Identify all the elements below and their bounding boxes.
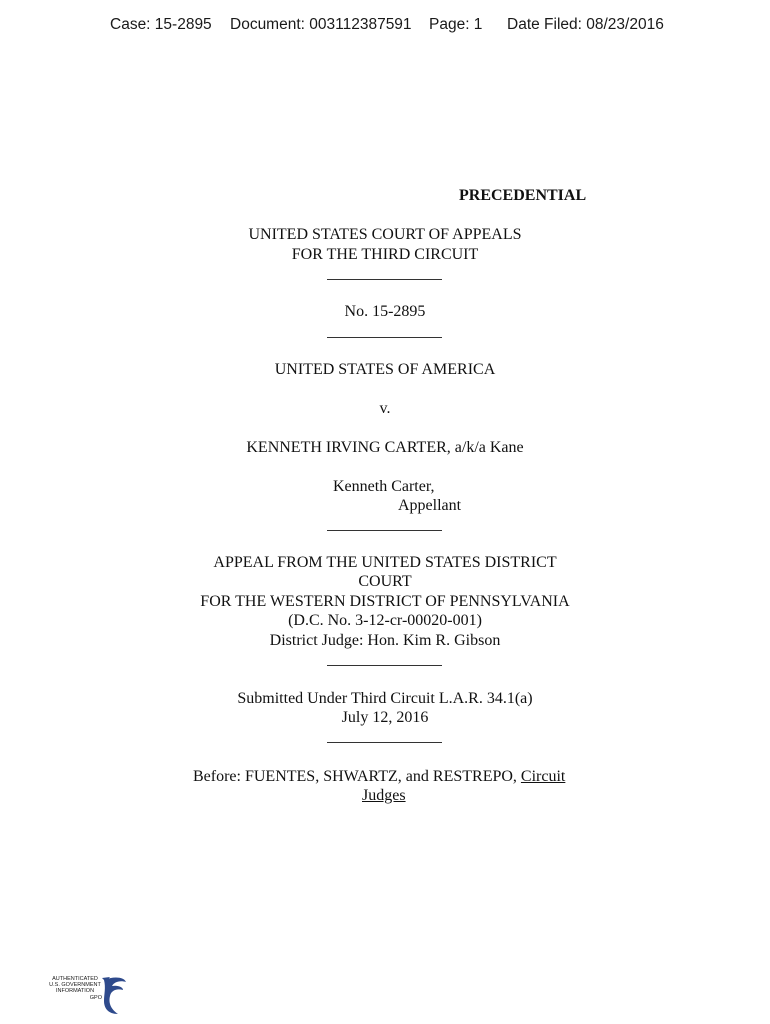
- divider-rule: [327, 665, 442, 666]
- appellant-role: Appellant: [398, 497, 462, 514]
- divider-rule: [327, 279, 442, 280]
- submission-date: July 12, 2016: [341, 709, 429, 726]
- panel-judges: [193, 767, 565, 787]
- divider-rule: [327, 530, 442, 531]
- appeal-origin-line2: COURT: [358, 573, 412, 590]
- header-date-filed: Date Filed: 08/23/2016: [507, 16, 664, 33]
- header-case-number: Case: 15-2895: [110, 16, 212, 33]
- panel-judges-names: Before: FUENTES, SHWARTZ, and RESTREPO,: [193, 768, 517, 785]
- logo-text-line4: GPO: [89, 994, 102, 1001]
- district-judge: District Judge: Hon. Kim R. Gibson: [269, 632, 501, 649]
- court-name-line2: FOR THE THIRD CIRCUIT: [291, 246, 479, 263]
- panel-judges-title-part2: Judges: [362, 787, 406, 804]
- gpo-authentication-logo: [44, 974, 130, 1016]
- precedential-label: PRECEDENTIAL: [459, 187, 587, 204]
- versus-label: v.: [379, 400, 391, 417]
- logo-text-line1: AUTHENTICATED: [52, 976, 98, 982]
- panel-judges-title-part1: Circuit: [520, 768, 566, 785]
- filing-header: [0, 16, 770, 38]
- appeal-origin-line3: FOR THE WESTERN DISTRICT OF PENNSYLVANIA: [200, 593, 570, 610]
- case-number: No. 15-2895: [344, 303, 426, 320]
- plaintiff-name: UNITED STATES OF AMERICA: [274, 361, 496, 378]
- header-document-number: Document: 003112387591: [230, 16, 412, 33]
- logo-text-line2: U.S. GOVERNMENT: [49, 982, 101, 989]
- appeal-origin-line1: APPEAL FROM THE UNITED STATES DISTRICT: [213, 554, 557, 571]
- divider-rule: [327, 742, 442, 743]
- submission-note: Submitted Under Third Circuit L.A.R. 34.1(a): [237, 690, 533, 707]
- logo-text-line3: INFORMATION: [55, 988, 95, 995]
- court-name-line1: UNITED STATES COURT OF APPEALS: [248, 226, 522, 243]
- header-page-number: Page: 1: [429, 16, 483, 33]
- appellant-name: Kenneth Carter,: [333, 478, 435, 495]
- divider-rule: [327, 337, 442, 338]
- defendant-name: KENNETH IRVING CARTER, a/k/a Kane: [246, 439, 524, 456]
- district-court-number: (D.C. No. 3-12-cr-00020-001): [288, 612, 482, 629]
